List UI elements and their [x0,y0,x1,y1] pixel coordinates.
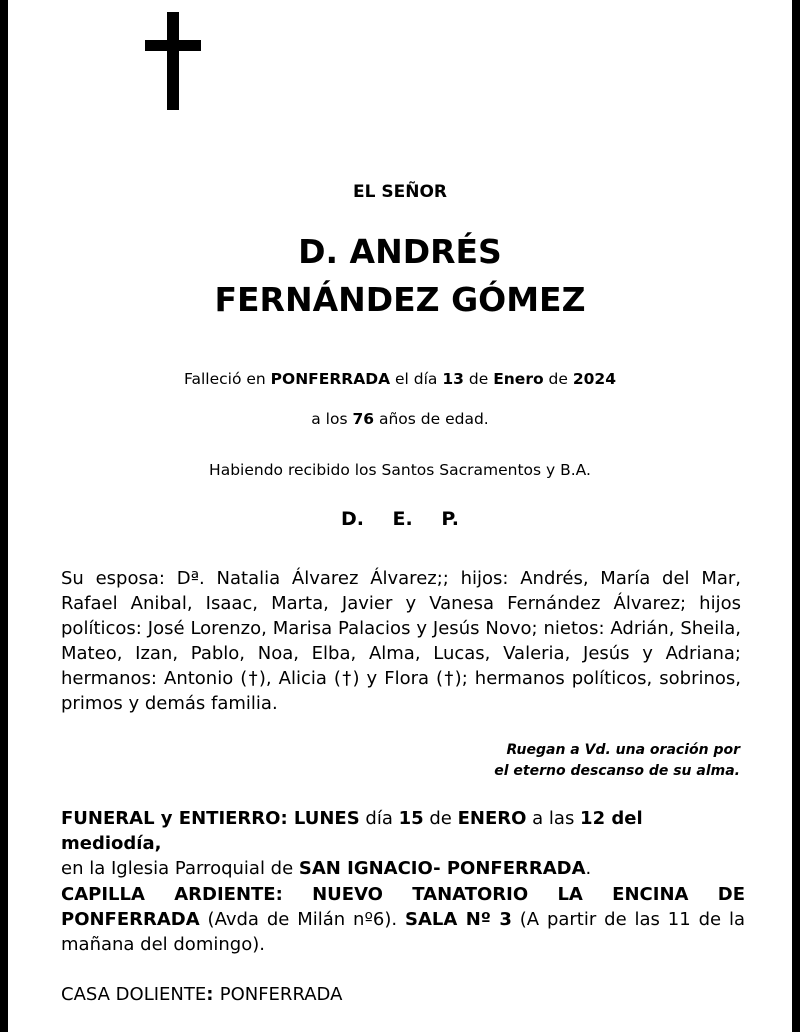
death-day: 13 [442,370,464,388]
prayer-line-1: Ruegan a Vd. una oración por [506,742,740,758]
age-value: 76 [352,410,375,428]
funeral-line-1: FUNERAL y ENTIERRO: LUNES día 15 de ENERO a las 12 del mediodía, [61,808,643,854]
prayer-line-2: el eterno descanso de su alma. [494,763,740,779]
capilla-info: CAPILLA ARDIENTE: NUEVO TANATORIO LA ENCINA DE PONFERRADA (Avda de Milán nº6). SALA Nº 3 (A partir de las 11 de la mañana del domingo). [61,884,745,955]
funeral-info [61,806,745,881]
death-month: Enero [493,370,544,388]
obituary-page [8,0,792,1032]
name-line-1: D. ANDRÉS [298,232,502,271]
deceased-name [8,228,792,324]
death-year: 2024 [572,370,616,388]
funeral-line-2: en la Iglesia Parroquial de SAN IGNACIO- PONFERRADA. [61,858,592,879]
family-text: Su esposa: Dª. Natalia Álvarez Álvarez;; hijos: Andrés, María del Mar, Rafael Anibal, Isaac, Marta, Javier y Vanesa Fernández Álvarez; hijos políticos: José Lorenzo, Marisa Palacios y Jesús Novo; nietos: Adrián, Sheila, Mateo, Izan, Pablo, Noa, Elba, Alma, Lucas, Valeria, Jesús y Adriana; hermanos: Antonio (†), Alicia (†) y Flora (†); hermanos políticos, sobrinos, primos y demás familia. [61,568,741,714]
dep-label: D. E. P. [340,508,460,530]
death-line: Falleció en PONFERRADA el día 13 de Enero de 2024 [184,370,616,388]
death-place: PONFERRADA [270,370,391,388]
name-line-2: FERNÁNDEZ GÓMEZ [214,280,586,319]
cross-icon [145,12,201,110]
casa-doliente: CASA DOLIENTE: PONFERRADA [61,984,343,1005]
sacraments-line: Habiendo recibido los Santos Sacramentos y B.A. [209,461,591,479]
title-label: EL SEÑOR [353,182,447,202]
age-line: a los 76 años de edad. [311,410,489,428]
prayer-request [494,740,740,782]
